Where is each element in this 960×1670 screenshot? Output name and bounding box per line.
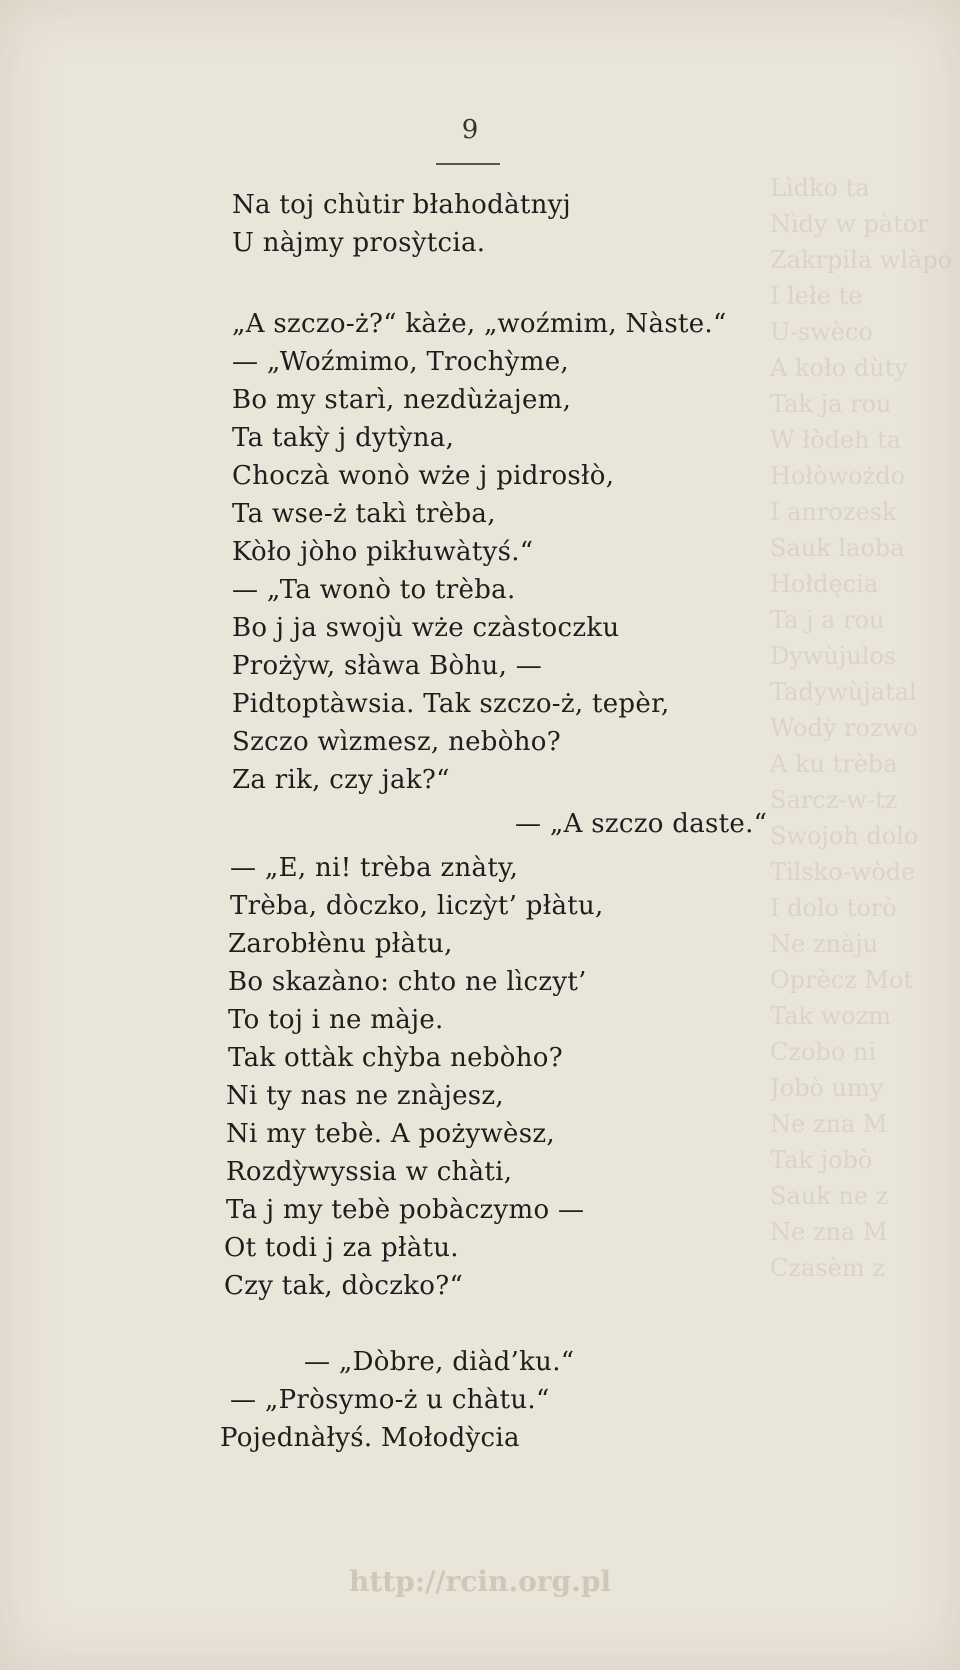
text-line: Zarobłènu płàtu,	[228, 929, 453, 959]
text-line: Ot todi j za płàtu.	[224, 1233, 459, 1263]
text-line: Czy tak, dòczko?“	[224, 1271, 464, 1301]
page-number: 9	[461, 115, 479, 145]
text-line: Ni ty nas ne znàjesz,	[226, 1081, 504, 1111]
text-line: Ta j my tebè pobàczymo —	[226, 1195, 585, 1225]
text-line: — „A szczo daste.“	[515, 809, 768, 839]
text-line: Ta wse-ż takì trèba,	[232, 499, 496, 529]
text-line: — „Woźmimo, Trochỳme,	[232, 347, 569, 377]
text-line: Rozdỳwyssia w chàti,	[226, 1157, 513, 1187]
text-line: — „Pròsymo-ż u chàtu.“	[230, 1385, 550, 1415]
text-line: Szczo wìzmesz, nebòho?	[232, 727, 561, 757]
text-line: Choczà wonò wże j pidrosłò,	[232, 461, 615, 491]
text-line: Na toj chùtir błahodàtnyj	[232, 190, 572, 220]
text-line: Ta takỳ j dytỳna,	[232, 423, 455, 453]
text-line: Kòło jòho pikłuwàtyś.“	[232, 537, 534, 567]
text-line: „A szczo-ż?“ kàże, „woźmim, Nàste.“	[232, 309, 727, 339]
text-line: — „Ta wonò to trèba.	[232, 575, 516, 605]
text-line: Prożỳw, słàwa Bòhu, —	[232, 651, 543, 681]
text-line: Bo my starì, nezdùżajem,	[232, 385, 572, 415]
text-line: To toj i ne màje.	[228, 1005, 444, 1035]
text-line: Pojednàłyś. Mołodỳcia	[220, 1423, 520, 1453]
text-line: Tak ottàk chỳba nebòho?	[228, 1043, 563, 1073]
text-line: Bo skazàno: chto ne lìczyt’	[228, 967, 587, 997]
text-line: — „Dòbre, diàd’ku.“	[304, 1347, 575, 1377]
bleed-through-text: Lìdko ta Nìdy w pàtor Zakrpiła wlàpo I lełe te U-swèco A koło dùty Tak ja rou W łòdeh ta Hołòwożdo I anrozesk Sauk laoba Hołdęcia Ta j a rou Dywùjulos Tadywùjatal Wodỳ rozwo A ku trèba Sarcz-w-tz Swojoh dolo Tilsko-wòde I dolo torò Ne znàju Oprècz Mot Tak wozm Czobo ni Jobò umy Ne zna M Tak jobò Sauk ne z Ne zna M Czasèm z	[770, 174, 953, 1282]
text-line: Trèba, dòczko, liczỳt’ płàtu,	[230, 891, 604, 921]
text-line: Bo j ja swojù wże czàstoczku	[232, 613, 620, 643]
text-line: Za rik, czy jak?“	[232, 765, 450, 795]
text-line: Ni my tebè. A pożywèsz,	[226, 1119, 555, 1149]
text-line: U nàjmy prosỳtcia.	[232, 228, 486, 258]
text-line: Pidtoptàwsia. Tak szczo-ż, tepèr,	[232, 689, 670, 719]
text-line: — „E, ni! trèba znàty,	[230, 853, 519, 883]
footer-url-watermark: http://rcin.org.pl	[348, 1565, 612, 1598]
